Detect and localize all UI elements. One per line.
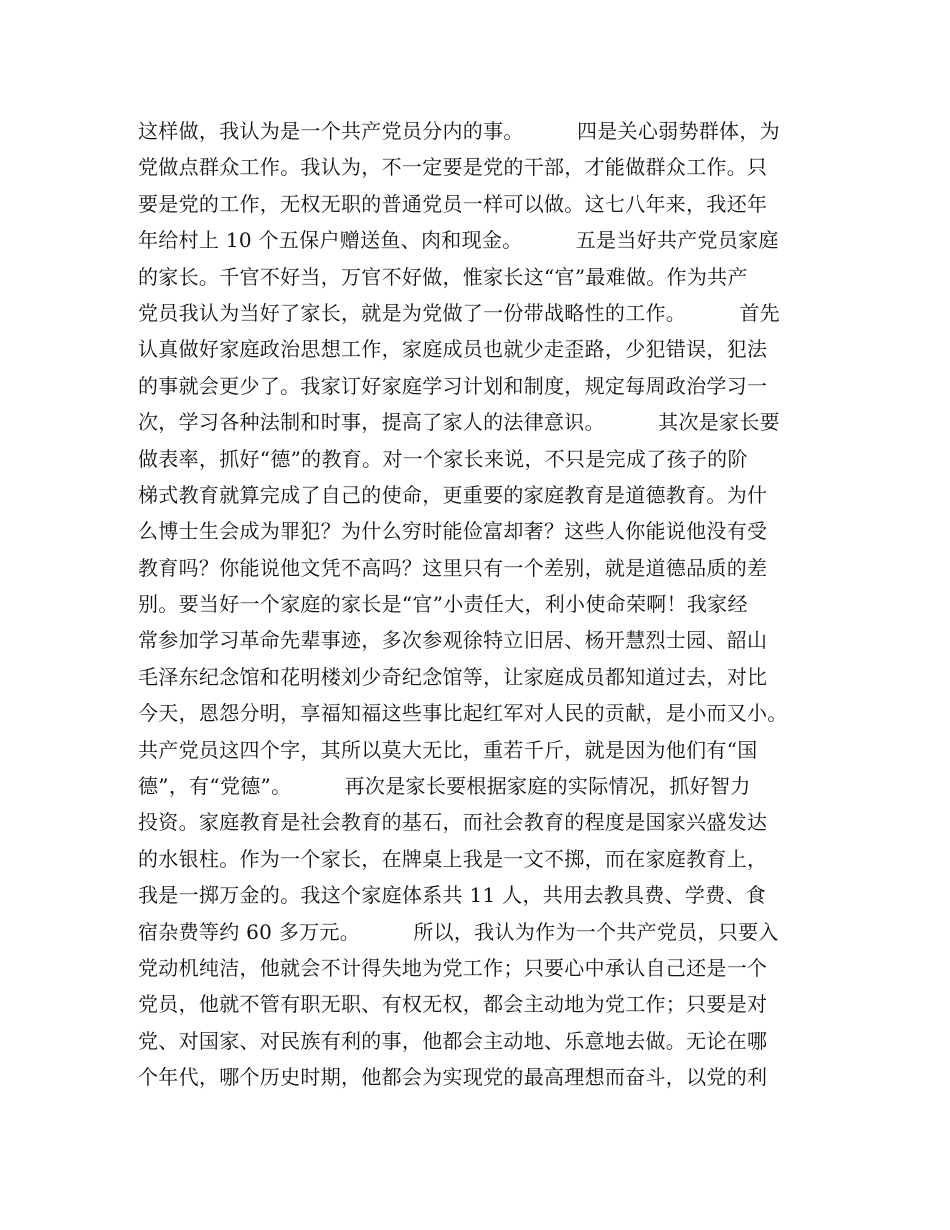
text-line: 教育吗？你能说他文凭不高吗？这里只有一个差别，就是道德品质的差	[138, 555, 768, 580]
text-line: 年给村上 10 个五保户赠送鱼、肉和现金。 五是当好共产党员家庭	[138, 228, 779, 253]
text-line: 党、对国家、对民族有利的事，他都会主动地、乐意地去做。无论在哪	[138, 1028, 768, 1053]
text-line: 的事就会更少了。我家订好家庭学习计划和制度，规定每周政治学习一	[138, 373, 768, 398]
text-line: 今天，恩怨分明，享福知福这些事比起红军对人民的贡献，是小而又小。	[138, 701, 788, 726]
text-line: 毛泽东纪念馆和花明楼刘少奇纪念馆等，让家庭成员都知道过去，对比	[138, 664, 768, 689]
text-line: 共产党员这四个字，其所以莫大无比，重若千斤，就是因为他们有“国	[138, 737, 758, 762]
text-line: 认真做好家庭政治思想工作，家庭成员也就少走歪路，少犯错误，犯法	[138, 337, 768, 362]
text-line: 次，学习各种法制和时事，提高了家人的法律意识。 其次是家长要	[138, 410, 780, 435]
text-line: 的家长。千官不好当，万官不好做，惟家长这“官”最难做。作为共产	[138, 264, 748, 289]
text-line: 党员，他就不管有职无职、有权无权，都会主动地为党工作；只要是对	[138, 992, 768, 1017]
text-line: 投资。家庭教育是社会教育的基石，而社会教育的程度是国家兴盛发达	[138, 810, 768, 835]
body-text	[138, 113, 838, 1096]
text-line: 梯式教育就算完成了自己的使命，更重要的家庭教育是道德教育。为什	[138, 482, 768, 507]
text-line: 做表率，抓好“德”的教育。对一个家长来说，不只是完成了孩子的阶	[138, 446, 748, 471]
text-line: 党员我认为当好了家长，就是为党做了一份带战略性的工作。 首先	[138, 300, 780, 325]
text-line: 的水银柱。作为一个家长，在牌桌上我是一文不掷，而在家庭教育上，	[138, 846, 768, 871]
text-line: 宿杂费等约 60 多万元。 所以，我认为作为一个共产党员，只要入	[138, 919, 779, 944]
text-line: 这样做，我认为是一个共产党员分内的事。 四是关心弱势群体，为	[138, 119, 780, 143]
text-line: 党做点群众工作。我认为，不一定要是党的干部，才能做群众工作。只	[138, 155, 768, 180]
text-line: 么博士生会成为罪犯？为什么穷时能俭富却奢？这些人你能说他没有受	[138, 519, 768, 544]
text-line: 要是党的工作，无权无职的普通党员一样可以做。这七八年来，我还年	[138, 191, 768, 216]
text-line: 德”，有“党德”。 再次是家长要根据家庭的实际情况，抓好智力	[138, 774, 751, 799]
text-line: 别。要当好一个家庭的家长是“官”小责任大，利小使命荣啊！我家经	[138, 592, 748, 617]
text-line: 我是一掷万金的。我这个家庭体系共 11 人，共用去教具费、学费、食	[138, 883, 767, 908]
text-line: 党动机纯洁，他就会不计得失地为党工作；只要心中承认自己还是一个	[138, 955, 768, 980]
text-line: 个年代，哪个历史时期，他都会为实现党的最高理想而奋斗，以党的利	[138, 1065, 768, 1090]
text-line: 常参加学习革命先辈事迹，多次参观徐特立旧居、杨开慧烈士园、韶山	[138, 628, 768, 653]
